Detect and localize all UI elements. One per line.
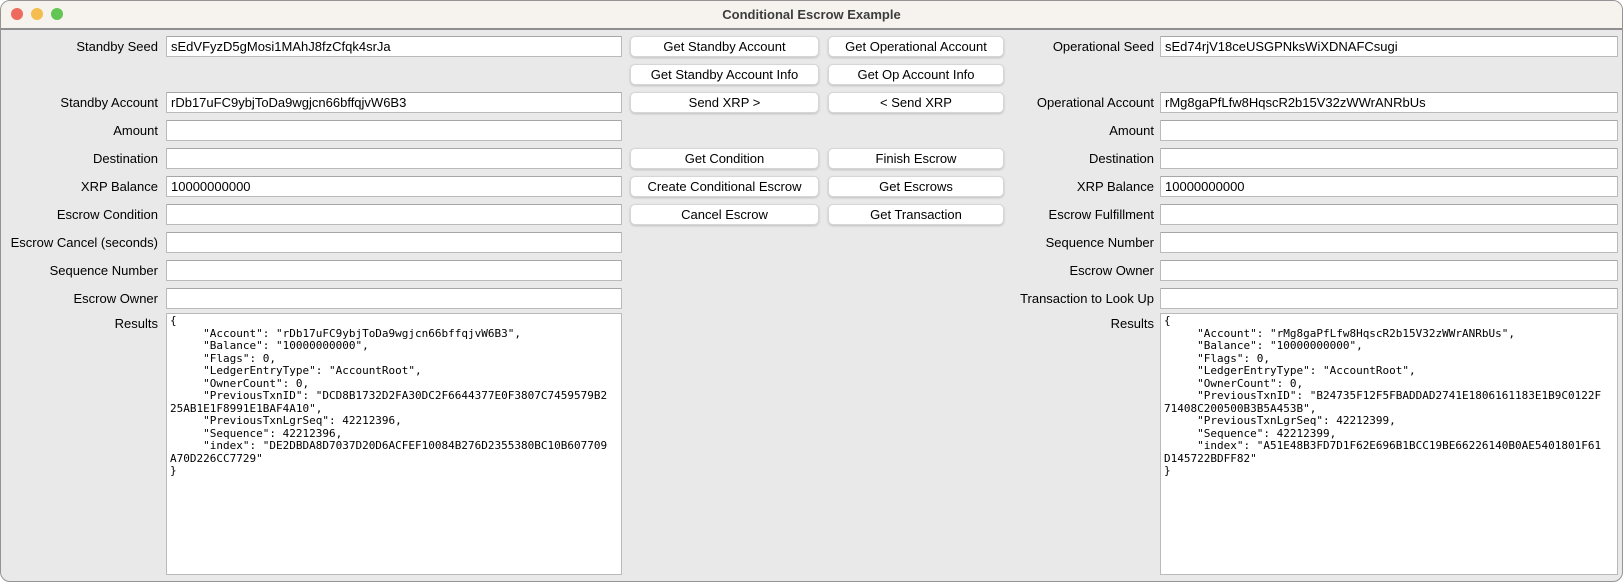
standby-destination-label: Destination: [92, 151, 158, 166]
cancel-escrow-button[interactable]: Cancel Escrow: [630, 204, 819, 225]
send-xrp-left-button[interactable]: < Send XRP: [828, 92, 1004, 113]
escrow-fulfillment-input[interactable]: [1160, 204, 1618, 225]
get-escrows-button[interactable]: Get Escrows: [828, 176, 1004, 197]
operational-escrow-owner-label: Escrow Owner: [1069, 263, 1154, 278]
form-area: [1, 30, 1622, 581]
window-title: Conditional Escrow Example: [722, 7, 901, 22]
operational-seed-input[interactable]: [1160, 36, 1618, 57]
transaction-to-look-up-label: Transaction to Look Up: [1020, 291, 1154, 306]
operational-xrp-balance-input[interactable]: [1160, 176, 1618, 197]
escrow-cancel-seconds-input[interactable]: [166, 232, 622, 253]
standby-sequence-number-label: Sequence Number: [49, 263, 158, 278]
get-op-account-info-button[interactable]: Get Op Account Info: [828, 64, 1004, 85]
operational-results-textarea[interactable]: [1160, 313, 1618, 575]
standby-account-label: Standby Account: [60, 95, 158, 110]
transaction-to-look-up-input[interactable]: [1160, 288, 1618, 309]
operational-sequence-number-label: Sequence Number: [1045, 235, 1154, 250]
operational-account-input[interactable]: [1160, 92, 1618, 113]
standby-amount-label: Amount: [113, 123, 158, 138]
title-bar[interactable]: [1, 1, 1622, 30]
operational-xrp-balance-label: XRP Balance: [1076, 179, 1154, 194]
standby-amount-input[interactable]: [166, 120, 622, 141]
escrow-fulfillment-label: Escrow Fulfillment: [1048, 207, 1154, 222]
standby-xrp-balance-input[interactable]: [166, 176, 622, 197]
finish-escrow-button[interactable]: Finish Escrow: [828, 148, 1004, 169]
standby-results-textarea[interactable]: [166, 313, 622, 575]
operational-account-label: Operational Account: [1036, 95, 1154, 110]
escrow-cancel-seconds-label: Escrow Cancel (seconds): [10, 235, 158, 250]
standby-escrow-owner-input[interactable]: [166, 288, 622, 309]
escrow-condition-input[interactable]: [166, 204, 622, 225]
standby-results-label: Results: [114, 316, 158, 331]
operational-amount-label: Amount: [1109, 123, 1154, 138]
get-operational-account-button[interactable]: Get Operational Account: [828, 36, 1004, 57]
get-condition-button[interactable]: Get Condition: [630, 148, 819, 169]
get-transaction-button[interactable]: Get Transaction: [828, 204, 1004, 225]
operational-destination-input[interactable]: [1160, 148, 1618, 169]
standby-xrp-balance-label: XRP Balance: [80, 179, 158, 194]
standby-destination-input[interactable]: [166, 148, 622, 169]
create-conditional-escrow-button[interactable]: Create Conditional Escrow: [630, 176, 819, 197]
send-xrp-right-button[interactable]: Send XRP >: [630, 92, 819, 113]
get-standby-account-button[interactable]: Get Standby Account: [630, 36, 819, 57]
operational-escrow-owner-input[interactable]: [1160, 260, 1618, 281]
standby-seed-input[interactable]: [166, 36, 622, 57]
standby-escrow-owner-label: Escrow Owner: [73, 291, 158, 306]
operational-sequence-number-input[interactable]: [1160, 232, 1618, 253]
get-standby-account-info-button[interactable]: Get Standby Account Info: [630, 64, 819, 85]
operational-destination-label: Destination: [1088, 151, 1154, 166]
operational-seed-label: Operational Seed: [1052, 39, 1154, 54]
operational-amount-input[interactable]: [1160, 120, 1618, 141]
escrow-condition-label: Escrow Condition: [56, 207, 158, 222]
standby-seed-label: Standby Seed: [76, 39, 158, 54]
standby-sequence-number-input[interactable]: [166, 260, 622, 281]
standby-account-input[interactable]: [166, 92, 622, 113]
operational-results-label: Results: [1110, 316, 1154, 331]
